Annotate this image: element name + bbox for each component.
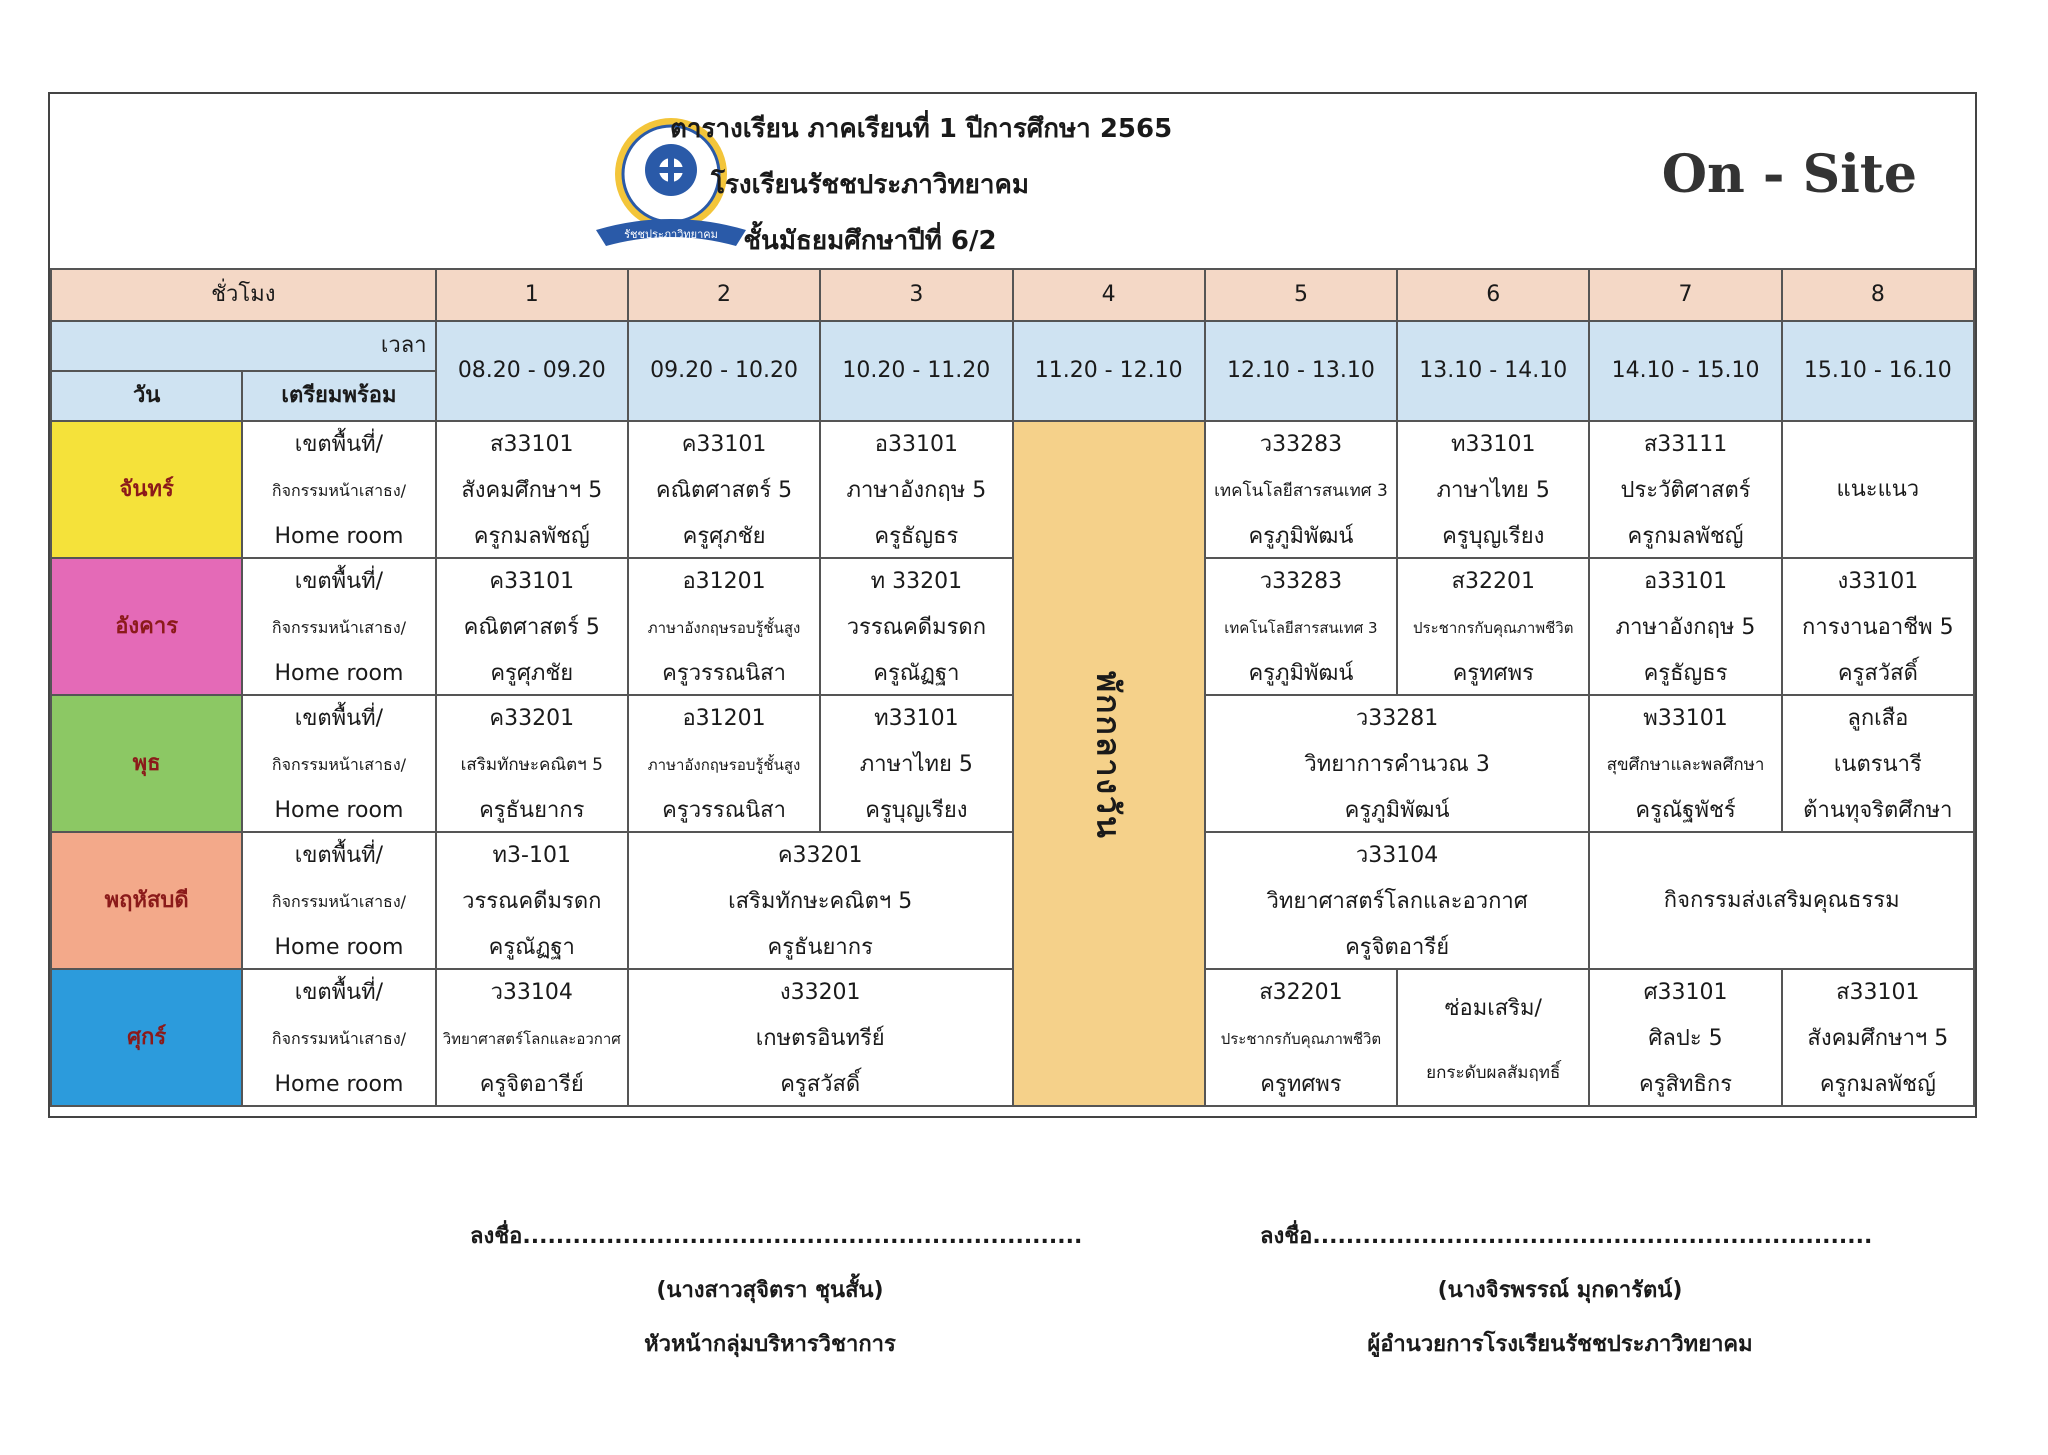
class-cell: อ31201 ภาษาอังกฤษรอบรู้ชั้นสูง ครูวรรณนิสา	[628, 558, 820, 695]
signature-left	[470, 1210, 1083, 1372]
prep-cell: เขตพื้นที่/ กิจกรรมหน้าเสาธง/ Home room	[242, 558, 435, 695]
prep-label: เตรียมพร้อม	[242, 371, 435, 421]
signature-line: ลงชื่อ...................................................................	[1260, 1224, 1873, 1249]
class-cell: ค33201 เสริมทักษะคณิตฯ 5 ครูธันยากร	[628, 832, 1013, 969]
class-cell: ว33104 วิทยาศาสตร์โลกและอวกาศ ครูจิตอารีย์	[436, 969, 628, 1106]
time-6: 13.10 - 14.10	[1397, 321, 1589, 421]
class-cell: อ33101 ภาษาอังกฤษ 5 ครูธัญธร	[820, 421, 1012, 558]
logo-text: รัชชประภาวิทยาคม	[624, 228, 718, 241]
period-7: 7	[1589, 269, 1781, 321]
period-3: 3	[820, 269, 1012, 321]
prep-cell: เขตพื้นที่/ กิจกรรมหน้าเสาธง/ Home room	[242, 695, 435, 832]
class-cell: ว33283 เทคโนโลยีสารสนเทศ 3 ครูภูมิพัฒน์	[1205, 558, 1397, 695]
class-cell: ว33104 วิทยาศาสตร์โลกและอวกาศ ครูจิตอารีย์	[1205, 832, 1590, 969]
time-2: 09.20 - 10.20	[628, 321, 820, 421]
class-cell: ศ33101 ศิลปะ 5 ครูสิทธิกร	[1589, 969, 1781, 1106]
signature-line: ลงชื่อ...................................................................	[470, 1224, 1083, 1249]
hour-label: ชั่วโมง	[51, 269, 436, 321]
class-cell: ท 33201 วรรณคดีมรดก ครูณัฏฐา	[820, 558, 1012, 695]
class-cell: ส33101 สังคมศึกษาฯ 5 ครูกมลพัชญ์	[1782, 969, 1974, 1106]
school-name: โรงเรียนรัชชประภาวิทยาคม	[710, 170, 1030, 200]
prep-cell: เขตพื้นที่/ กิจกรรมหน้าเสาธง/ Home room	[242, 969, 435, 1106]
day-monday: จันทร์	[51, 421, 242, 558]
time-8: 15.10 - 16.10	[1782, 321, 1974, 421]
class-cell: ง33201 เกษตรอินทรีย์ ครูสวัสดิ์	[628, 969, 1013, 1106]
signer-position: ผู้อำนวยการโรงเรียนรัชชประภาวิทยาคม	[1367, 1332, 1753, 1357]
time-1: 08.20 - 09.20	[436, 321, 628, 421]
signer-name: (นางจิรพรรณ์ มุกดารัตน์)	[1437, 1278, 1683, 1303]
signer-name: (นางสาวสุจิตรา ชุนสั้น)	[656, 1278, 884, 1303]
time-4: 11.20 - 12.10	[1013, 321, 1205, 421]
day-tuesday: อังคาร	[51, 558, 242, 695]
class-cell: อ33101 ภาษาอังกฤษ 5 ครูธัญธร	[1589, 558, 1781, 695]
day-thursday: พฤหัสบดี	[51, 832, 242, 969]
time-7: 14.10 - 15.10	[1589, 321, 1781, 421]
class-cell: ค33101 คณิตศาสตร์ 5 ครูศุภชัย	[628, 421, 820, 558]
class-cell: ส32201 ประชากรกับคุณภาพชีวิต ครูทศพร	[1397, 558, 1589, 695]
class-cell: กิจกรรมส่งเสริมคุณธรรม	[1589, 832, 1974, 969]
prep-cell: เขตพื้นที่/ กิจกรรมหน้าเสาธง/ Home room	[242, 421, 435, 558]
day-label: วัน	[51, 371, 242, 421]
day-row-monday	[51, 421, 1974, 558]
class-cell: ท33101 ภาษาไทย 5 ครูบุญเรียง	[1397, 421, 1589, 558]
hour-row	[51, 269, 1974, 321]
class-cell: ส33111 ประวัติศาสตร์ ครูกมลพัชญ์	[1589, 421, 1781, 558]
class-cell: อ31201 ภาษาอังกฤษรอบรู้ชั้นสูง ครูวรรณนิสา	[628, 695, 820, 832]
class-level: ชั้นมัธยมศึกษาปีที่ 6/2	[743, 226, 997, 256]
time-label: เวลา	[51, 321, 436, 371]
schedule-header	[50, 94, 1975, 270]
class-cell: ว33283 เทคโนโลยีสารสนเทศ 3 ครูภูมิพัฒน์	[1205, 421, 1397, 558]
class-cell: แนะแนว	[1782, 421, 1974, 558]
class-cell: ส32201 ประชากรกับคุณภาพชีวิต ครูทศพร	[1205, 969, 1397, 1106]
class-cell: ง33101 การงานอาชีพ 5 ครูสวัสดิ์	[1782, 558, 1974, 695]
period-1: 1	[436, 269, 628, 321]
period-2: 2	[628, 269, 820, 321]
day-wednesday: พุธ	[51, 695, 242, 832]
time-row	[51, 321, 1974, 371]
day-friday: ศุกร์	[51, 969, 242, 1106]
prep-cell: เขตพื้นที่/ กิจกรรมหน้าเสาธง/ Home room	[242, 832, 435, 969]
period-8: 8	[1782, 269, 1974, 321]
class-cell: ลูกเสือ เนตรนารี ต้านทุจริตศึกษา	[1782, 695, 1974, 832]
class-cell: ท33101 ภาษาไทย 5 ครูบุญเรียง	[820, 695, 1012, 832]
period-4: 4	[1013, 269, 1205, 321]
period-6: 6	[1397, 269, 1589, 321]
signer-position: หัวหน้ากลุ่มบริหารวิชาการ	[644, 1332, 896, 1357]
class-cell: ซ่อมเสริม/ ยกระดับผลสัมฤทธิ์	[1397, 969, 1589, 1106]
page-title: ตารางเรียน ภาคเรียนที่ 1 ปีการศึกษา 2565	[670, 114, 1173, 144]
period-5: 5	[1205, 269, 1397, 321]
time-3: 10.20 - 11.20	[820, 321, 1012, 421]
class-cell: ท3-101 วรรณคดีมรดก ครูณัฏฐา	[436, 832, 628, 969]
schedule-table	[50, 268, 1975, 1107]
schedule-sheet	[48, 92, 1977, 1118]
class-cell: ส33101 สังคมศึกษาฯ 5 ครูกมลพัชญ์	[436, 421, 628, 558]
signature-right	[1260, 1210, 1873, 1372]
class-cell: ค33101 คณิตศาสตร์ 5 ครูศุภชัย	[436, 558, 628, 695]
class-cell: พ33101 สุขศึกษาและพลศึกษา ครูณัฐพัชร์	[1589, 695, 1781, 832]
lunch-break: พักกลางวัน	[1013, 421, 1205, 1106]
class-cell: ค33201 เสริมทักษะคณิตฯ 5 ครูธันยากร	[436, 695, 628, 832]
mode-label: On - Site	[1661, 144, 1917, 205]
class-cell: ว33281 วิทยาการคำนวณ 3 ครูภูมิพัฒน์	[1205, 695, 1590, 832]
time-5: 12.10 - 13.10	[1205, 321, 1397, 421]
